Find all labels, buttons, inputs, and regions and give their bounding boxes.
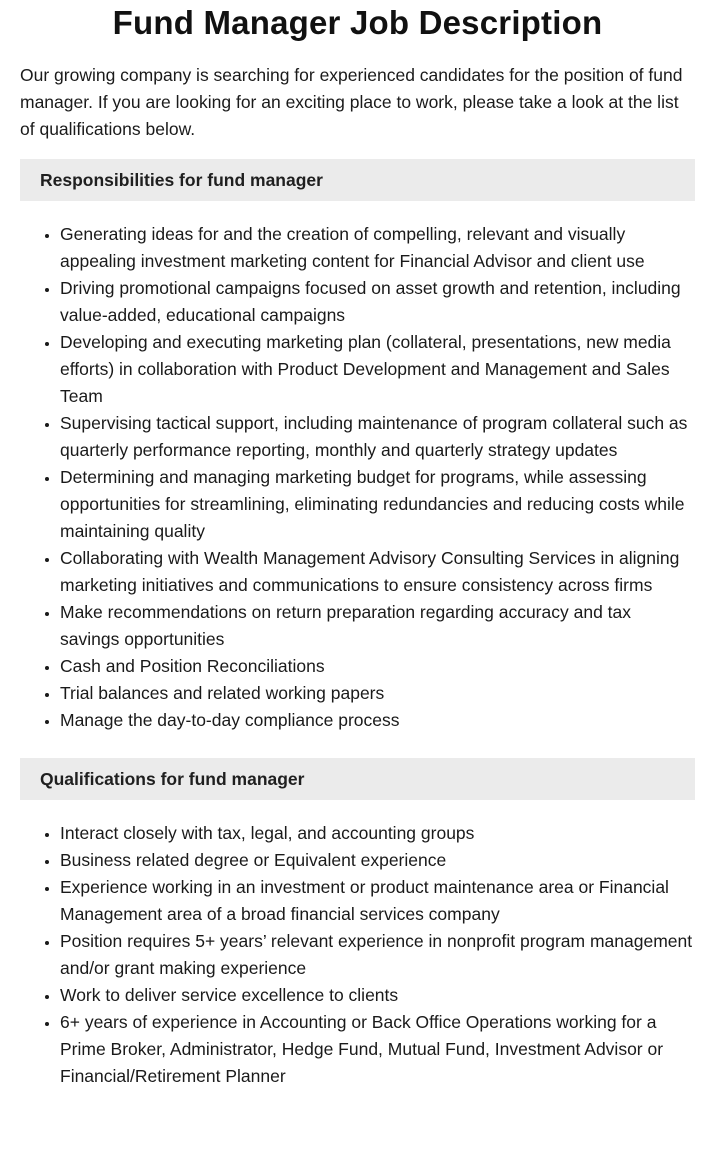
list-item: • Cash and Position Reconciliations xyxy=(60,653,695,680)
list-item: • Make recommendations on return preparation regarding accuracy and tax savings opportunities xyxy=(60,599,695,653)
qualifications-list xyxy=(20,820,695,1090)
responsibilities-heading: Responsibilities for fund manager xyxy=(20,159,695,201)
list-item: • Work to deliver service excellence to clients xyxy=(60,982,695,1009)
list-item: • Determining and managing marketing budget for programs, while assessing opportunities for streamlining, eliminating redundancies and reducing costs while maintaining quality xyxy=(60,464,695,545)
list-item: • Supervising tactical support, including maintenance of program collateral such as quarterly performance reporting, monthly and quarterly strategy updates xyxy=(60,410,695,464)
intro-paragraph: Our growing company is searching for experienced candidates for the position of fund manager. If you are looking for an exciting place to work, please take a look at the list of qualifications below. xyxy=(20,65,683,139)
list-item: • Experience working in an investment or product maintenance area or Financial Management area of a broad financial services company xyxy=(60,874,695,928)
list-item: • Generating ideas for and the creation of compelling, relevant and visually appealing investment marketing content for Financial Advisor and client use xyxy=(60,221,695,275)
qualifications-heading: Qualifications for fund manager xyxy=(20,758,695,800)
page-title: Fund Manager Job Description xyxy=(112,4,603,41)
list-item: • Interact closely with tax, legal, and accounting groups xyxy=(60,820,695,847)
list-item: • Business related degree or Equivalent experience xyxy=(60,847,695,874)
list-item: • Developing and executing marketing plan (collateral, presentations, new media efforts) in collaboration with Product Development and Management and Sales Team xyxy=(60,329,695,410)
list-item: • Manage the day-to-day compliance process xyxy=(60,707,695,734)
list-item: • 6+ years of experience in Accounting or Back Office Operations working for a Prime Broker, Administrator, Hedge Fund, Mutual Fund, Investment Advisor or Financial/Retirement Planner xyxy=(60,1009,695,1090)
list-item: • Trial balances and related working papers xyxy=(60,680,695,707)
list-item: • Position requires 5+ years’ relevant experience in nonprofit program management and/or grant making experience xyxy=(60,928,695,982)
list-item: • Collaborating with Wealth Management Advisory Consulting Services in aligning marketing initiatives and communications to ensure consistency across firms xyxy=(60,545,695,599)
responsibilities-list xyxy=(20,221,695,734)
list-item: • Driving promotional campaigns focused on asset growth and retention, including value-added, educational campaigns xyxy=(60,275,695,329)
